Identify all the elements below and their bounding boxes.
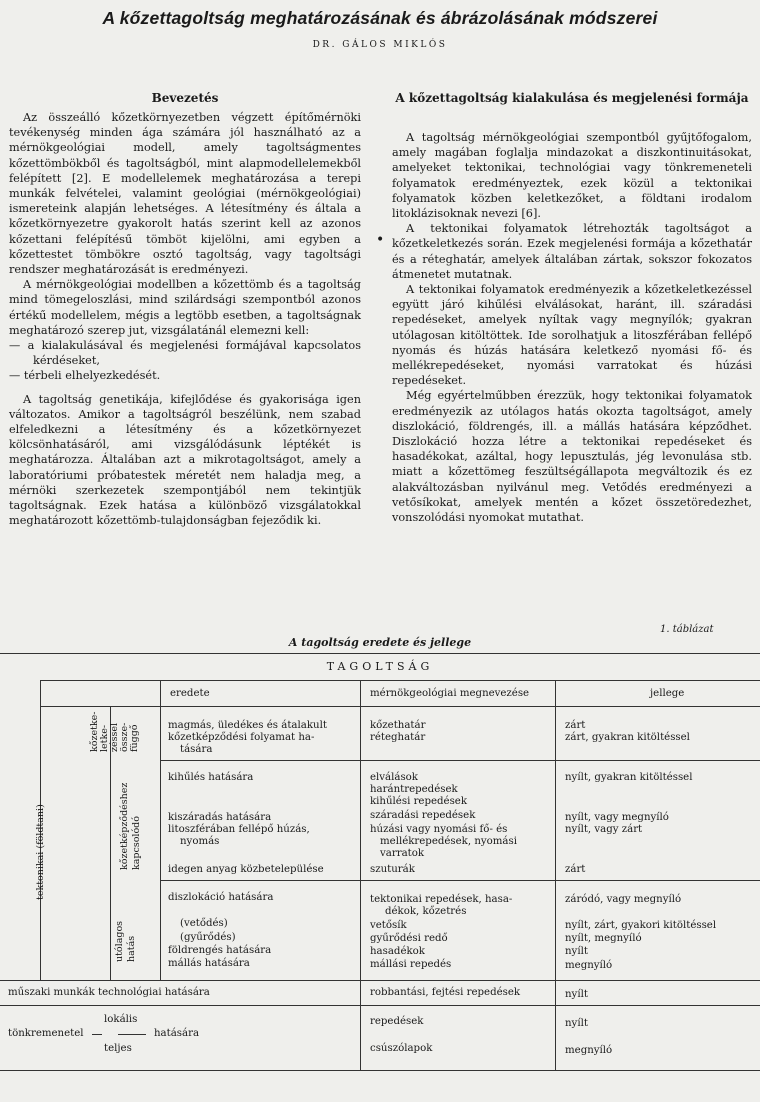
cell-character: nyílt (565, 946, 588, 957)
paragraph: Még egyértelműbben érezzük, hogy tektonikai folyamatok eredményezik az utólagos hatás okozta tagoltságot, amely diszlokáció, földrengés, ill. a mállás hatására képződhet. Diszlokáció hozza létre a tektonikai repedéseket és hasadékokat, azáltal, hogy lepusztulás, jég levonulása stb. miatt a kőzettömeg feszültségállapota megváltozik és ez alakváltozásban nyilvánul meg. Vetődés eredményezi a vetősíkokat, amelyek mentén a kőzet összetöredezhet, vonszolódási nyomokat mutathat. (392, 389, 752, 525)
cell-origin: litoszférában fellépő húzás, (168, 824, 310, 835)
cell-character: megnyíló (565, 1045, 613, 1056)
cell-name: száradási repedések (370, 810, 476, 821)
cell-name: elválások (370, 772, 418, 783)
cell-name: harántrepedések (370, 784, 458, 795)
cell-name: repedések (370, 1016, 424, 1027)
cell-origin: magmás, üledékes és átalakult (168, 720, 327, 731)
column-separator: • (376, 232, 385, 248)
table-rule (0, 980, 760, 981)
cell-origin: kőzetképződési folyamat ha- (168, 732, 315, 743)
cell-name: húzási vagy nyomási fő- és (370, 824, 508, 835)
group-label-rock-formation: függő (129, 724, 140, 752)
cell-origin: lokális (104, 1014, 138, 1025)
table-main-header: TAGOLTSÁG (326, 660, 434, 673)
paragraph: Az összeálló kőzetkörnyezetben végzett építőmérnöki tevékenység minden ága számára jól használható az a mérnökgeológiai modell, amely tagoltságmentes kőzettömbökből és tagoltságból, mint alapmodellelemekből felépített [2]. E modellelemek meghatározása a terepi munkák felvételei, valamint geológiai (mérnökgeológiai) ismereteink alapján lehetséges. A létesítmény és általa a kőzetkörnyezetre gyakorolt hatás szerint kell az azonos kőzettani felépítésű tömböt kijelölni, ami egyben a kőzettestet tömbökre osztó tagoltság, vagy tagoltsági rendszer meghatározását is eredményezi. (9, 111, 361, 277)
table-rule (0, 653, 760, 654)
paragraph: A tagoltság genetikája, kifejlődése és gyakorisága igen változatos. Amikor a tagoltságról beszélünk, nem szabad elfeledkezni a létesítmény és a kőzetkörnyezet kölcsönhatásáról, ami vizsgálódásunk léptékét is meghatározza. Általában azt a mikrotagoltságot, amely a laboratóriumi próbatestek méretét nem haladja meg, a mérnöki szerkezetek szempontjából nem tekintjük tagoltságnak. Ezek hatása a különböző vizsgálatokkal meghatározott kőzettömb-tulajdonságban fejeződik ki. (9, 392, 361, 528)
cell-origin: földrengés hatására (168, 945, 272, 956)
cell-character: zárt, gyakran kitöltéssel (565, 732, 690, 743)
table-rule (40, 706, 760, 707)
article-title: A kőzettagoltság meghatározásának és ábrázolásának módszerei (102, 8, 658, 28)
left-column (9, 110, 361, 528)
group-label-rock-related: kőzetképződéshez (119, 782, 130, 870)
table-rule (0, 1070, 760, 1071)
cell-name: réteghatár (370, 732, 426, 743)
table-rule (160, 880, 760, 881)
table-rule (40, 680, 760, 681)
cell-origin: hatására (154, 1028, 200, 1039)
cell-character: záródó, vagy megnyíló (565, 894, 682, 905)
list-item: — térbeli elhelyezkedését. (9, 369, 161, 383)
cell-name: dékok, kőzetrés (385, 906, 467, 917)
right-column (392, 130, 752, 525)
paragraph: A tagoltság mérnökgeológiai szempontból gyűjtőfogalom, amely magában foglalja mindazokat a diszkontinuitásokat, amelyeket tektonikai, technológiai vagy tönkremeneteli folyamatok eredményeztek, ezek közül a tektonikai folyamatok közben keletkezőket, a földtani irodalom litoklázisoknak nevezi [6]. (392, 131, 752, 221)
group-label-tectonic: tektonikai (földtani) (35, 804, 46, 900)
cell-name: csúszólapok (370, 1043, 433, 1054)
column-header-origin: eredete (170, 688, 210, 699)
cell-name: mállási repedés (370, 959, 452, 970)
cell-name: gyűrődési redő (370, 933, 448, 944)
cell-character: megnyíló (565, 960, 613, 971)
group-label-subsequent: hatás (126, 935, 137, 962)
dash (118, 1034, 146, 1035)
list-item: — a kialakulásával és megjelenési formájával kapcsolatos kérdéseket, (9, 339, 361, 368)
cell-origin: műszaki munkák technológiai hatására (8, 987, 210, 998)
group-label-rock-formation: zéssel (109, 722, 120, 752)
cell-origin: nyomás (180, 836, 220, 847)
cell-character: nyílt, gyakran kitöltéssel (565, 772, 693, 783)
section-heading-formation: A kőzettagoltság kialakulása és megjelenési formája (395, 91, 749, 105)
cell-character: nyílt, vagy megnyíló (565, 812, 669, 823)
group-label-rock-formation: kőzetke- (89, 711, 100, 752)
cell-character: nyílt (565, 1018, 588, 1029)
cell-origin: teljes (104, 1043, 132, 1054)
paragraph: A mérnökgeológiai modellben a kőzettömb és a tagoltság mind tömegeloszlási, mind szilárdsági szempontból azonos értékű modellelem, mégis a legtöbb esetben, a tagoltságnak meghatározó szerep jut, vizsgálatánál elemezni kell: (9, 278, 361, 337)
cell-name: szuturák (370, 864, 415, 875)
cell-origin: (vetődés) (180, 918, 228, 929)
table-rule (0, 1005, 760, 1006)
table-rule (555, 680, 556, 1070)
cell-character: nyílt, zárt, gyakori kitöltéssel (565, 920, 717, 931)
author-name: DR. GÁLOS MIKLÓS (312, 40, 448, 50)
cell-origin: (gyűrődés) (180, 932, 236, 943)
cell-name: robbantási, fejtési repedések (370, 987, 521, 998)
group-label-subsequent: utólagos (114, 920, 125, 962)
table-rule (360, 680, 361, 1070)
section-heading-intro: Bevezetés (151, 91, 219, 105)
cell-origin: tására (180, 744, 213, 755)
cell-origin: tönkremenetel (8, 1028, 84, 1039)
cell-name: varratok (380, 848, 425, 859)
cell-character: nyílt (565, 989, 588, 1000)
column-header-character: jellege (650, 688, 685, 699)
cell-name: kihűlési repedések (370, 796, 467, 807)
paragraph: A tektonikai folyamatok eredményezik a kőzetkeletkezéssel együtt járó kihűlési elválásokat, haránt, ill. száradási repedéseket, amelyek nyíltak vagy megnyílók; gyakran utólagosan kitöltöttek. Ide sorolhatjuk a litoszférában fellépő nyomás és húzás hatására keletkező nyomási fő- és mellékrepedéseket, nyomási varratokat és húzási repedéseket. (392, 283, 752, 388)
table-rule (160, 760, 760, 761)
table-number: 1. táblázat (660, 624, 714, 635)
paragraph: A tektonikai folyamatok létrehozták tagoltságot a kőzetkeletkezés során. Ezek megjelenési formája a kőzethatár és a réteghatár, amelyek általában zártak, sokszor fokozatos átmenetet mutatnak. (392, 222, 752, 281)
dash (92, 1034, 102, 1035)
table-rule (160, 680, 161, 980)
column-header-name: mérnökgeológiai megnevezése (370, 688, 530, 699)
group-label-rock-related: kapcsolódó (131, 816, 142, 870)
group-label-rock-formation: össze- (119, 722, 130, 752)
group-label-rock-formation: letke- (99, 724, 110, 752)
table-title: A tagoltság eredete és jellege (288, 636, 472, 649)
cell-character: zárt (565, 864, 586, 875)
cell-name: tektonikai repedések, hasa- (370, 894, 513, 905)
cell-name: kőzethatár (370, 720, 426, 731)
cell-character: zárt (565, 720, 586, 731)
cell-origin: mállás hatására (168, 958, 250, 969)
cell-origin: kihűlés hatására (168, 772, 254, 783)
cell-name: hasadékok (370, 946, 425, 957)
cell-origin: kiszáradás hatására (168, 812, 272, 823)
cell-name: vetősík (370, 920, 407, 931)
cell-name: mellékrepedések, nyomási (380, 836, 517, 847)
cell-character: nyílt, vagy zárt (565, 824, 643, 835)
cell-origin: idegen anyag közbetelepülése (168, 864, 324, 875)
cell-character: nyílt, megnyíló (565, 933, 642, 944)
cell-origin: diszlokáció hatására (168, 892, 274, 903)
